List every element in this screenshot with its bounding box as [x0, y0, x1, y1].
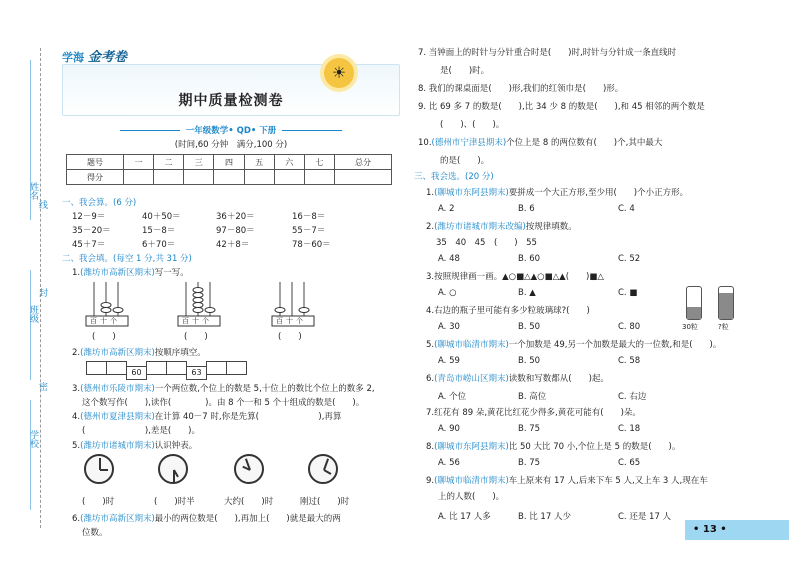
score-cell[interactable]: [184, 170, 214, 185]
choice-question-cont: 上的人数( )。: [438, 492, 505, 502]
choice-option[interactable]: A. ○: [438, 288, 457, 298]
clock-icon: [84, 454, 114, 484]
score-cell[interactable]: [154, 170, 184, 185]
calc-item: 35－20＝: [72, 226, 111, 236]
question-2-3-cont: 这个数写作( ),读作( )。由 8 个一和 5 个十组成的数是( )。: [82, 398, 365, 408]
calc-item: 36＋20＝: [216, 212, 255, 222]
score-cell[interactable]: [334, 170, 391, 185]
score-header: 一: [123, 155, 153, 170]
choice-option[interactable]: B. ▲: [518, 288, 536, 298]
score-header: 题号: [67, 155, 124, 170]
bottle-label: 30粒: [682, 323, 698, 331]
name-label: 姓名: [28, 182, 38, 200]
choice-option[interactable]: C. 80: [618, 322, 641, 332]
choice-option[interactable]: B. 50: [518, 322, 541, 332]
seq-box[interactable]: [226, 361, 247, 375]
section-2-title: 二、我会填。(每空 1 分,共 31 分): [62, 254, 192, 264]
question-2-1: 1.(潍坊市高新区期末)写一写。: [72, 268, 189, 278]
score-header: 五: [244, 155, 274, 170]
choice-option[interactable]: B. 比 17 人少: [518, 512, 571, 522]
bottle-label: ?粒: [718, 323, 729, 331]
question-2-4: 4.(德州市夏津县期末)在计算 40－7 时,你是先算( ),再算: [72, 412, 342, 422]
choice-option[interactable]: C. 58: [618, 356, 641, 366]
binding-margin: [0, 0, 47, 585]
section-1-title: 一、我会算。(6 分): [62, 198, 137, 208]
seq-box: 63: [186, 366, 207, 380]
choice-option[interactable]: A. 90: [438, 424, 460, 434]
question-2-5: 5.(潍坊市诸城市期末)认识钟表。: [72, 441, 198, 451]
seq-box[interactable]: [206, 361, 227, 375]
score-header: 总分: [334, 155, 391, 170]
clock-icon: [308, 454, 338, 484]
answer-blank[interactable]: ( ): [92, 332, 116, 342]
choice-option[interactable]: B. 6: [518, 204, 535, 214]
choice-option[interactable]: B. 高位: [518, 392, 547, 402]
choice-option[interactable]: B. 75: [518, 458, 541, 468]
question-2-6: 6.(潍坊市高新区期末)最小的两位数是( ),再加上( )就是最大的两: [72, 514, 341, 524]
score-cell[interactable]: [274, 170, 304, 185]
score-header: 六: [274, 155, 304, 170]
choice-option[interactable]: C. 还是 17 人: [618, 512, 672, 522]
choice-option[interactable]: A. 2: [438, 204, 455, 214]
abacus-figures: [84, 280, 384, 344]
score-row-label: 得分: [67, 170, 124, 185]
score-header: 三: [184, 155, 214, 170]
class-label: 班级: [28, 305, 38, 323]
answer-blank[interactable]: ( ): [184, 332, 208, 342]
question-2-3: 3.(德州市乐陵市期末)一个两位数,个位上的数是 5,十位上的数比个位上的数多 2,: [72, 384, 375, 394]
choice-option[interactable]: A. 48: [438, 254, 460, 264]
underline-class: [30, 270, 31, 380]
choice-option[interactable]: A. 个位: [438, 392, 467, 402]
bottle-icon: [686, 286, 702, 320]
choice-option[interactable]: C. 右边: [618, 392, 647, 402]
seq-box: 60: [126, 366, 147, 380]
choice-option[interactable]: C. 4: [618, 204, 635, 214]
question-2-7: 7. 当钟面上的时针与分针重合时是( )时,时针与分针成一条直线时: [418, 48, 677, 58]
choice-option[interactable]: A. 比 17 人多: [438, 512, 491, 522]
seq-box[interactable]: [146, 361, 167, 375]
clock-answer[interactable]: 刚过( )时: [300, 497, 350, 507]
clock-icon: [234, 454, 264, 484]
choice-option[interactable]: B. 60: [518, 254, 541, 264]
question-2-8: 8. 我们的课桌面是( )形,我们的红领巾是( )形。: [418, 84, 624, 94]
grade-label: 一年级数学• QD• 下册: [62, 124, 400, 136]
choice-question: 5.(聊城市临清市期末)一个加数是 49,另一个加数是最大的一位数,和是( )。: [426, 340, 722, 350]
score-header: 二: [154, 155, 184, 170]
choice-option[interactable]: B. 50: [518, 356, 541, 366]
question-2-7-cont: 是( )时。: [440, 66, 490, 76]
score-table: [66, 154, 392, 185]
clock-icon: [158, 454, 188, 484]
seq-box[interactable]: [106, 361, 127, 375]
choice-option[interactable]: C. 52: [618, 254, 641, 264]
seal-char-3: 线: [37, 200, 47, 209]
choice-question: 1.(聊城市东阿县期末)要拼成一个大正方形,至少用( )个小正方形。: [426, 188, 689, 198]
question-2-10-cont: 的是( )。: [440, 156, 490, 166]
calc-item: 40＋50＝: [142, 212, 181, 222]
seq-box[interactable]: [86, 361, 107, 375]
calc-item: 55－7＝: [292, 226, 326, 236]
score-header: 四: [214, 155, 244, 170]
underline-school: [30, 400, 31, 510]
question-2-9-cont: ( )、( )。: [440, 120, 505, 130]
answer-blank[interactable]: ( ): [278, 332, 302, 342]
question-2-4-cont: ( ),差是( )。: [82, 426, 200, 436]
page-number: • 13 •: [685, 520, 789, 540]
seal-char-1: 密: [37, 382, 47, 391]
score-cell[interactable]: [304, 170, 334, 185]
choice-option[interactable]: A. 56: [438, 458, 460, 468]
question-2-6-cont: 位数。: [82, 528, 108, 538]
choice-option[interactable]: C. 65: [618, 458, 641, 468]
calc-item: 16－8＝: [292, 212, 326, 222]
calc-item: 42＋8＝: [216, 240, 250, 250]
number-sequence: 35 40 45 ( ) 55: [436, 238, 537, 248]
choice-option[interactable]: A. 59: [438, 356, 460, 366]
seq-box[interactable]: [166, 361, 187, 375]
question-2-9: 9. 比 69 多 7 的数是( ),比 34 少 8 的数是( ),和 45 相邻的两个数是: [418, 102, 705, 112]
choice-option[interactable]: C. 18: [618, 424, 641, 434]
choice-question: 8.(聊城市东阿县期末)比 50 大比 70 小,个位上是 5 的数是( )。: [426, 442, 681, 452]
sun-mascot-icon: ☀: [324, 58, 354, 88]
choice-question: 2.(潍坊市诸城市期末改编)按规律填数。: [426, 222, 577, 232]
question-2-10: 10.(德州市宁津县期末)个位上是 8 的两位数有( )个,其中最大: [418, 138, 663, 148]
place-labels: 百十个: [182, 317, 212, 325]
place-labels: 百十个: [90, 317, 120, 325]
calc-item: 97－80＝: [216, 226, 255, 236]
choice-question: 6.(青岛市崂山区期末)读数和写数都从( )起。: [426, 374, 609, 384]
clock-answer[interactable]: 大约( )时: [224, 497, 274, 507]
school-label: 学校: [28, 430, 38, 448]
place-labels: 百十个: [276, 317, 306, 325]
page-title: 期中质量检测卷: [178, 93, 284, 109]
choice-question: 3.按照规律画一画。▲○■△▲○■△▲( )■△: [426, 272, 604, 282]
seal-char-2: 封: [37, 288, 47, 297]
clock-answer[interactable]: ( )时: [82, 497, 115, 507]
choice-option[interactable]: A. 30: [438, 322, 460, 332]
choice-option[interactable]: C. ■: [618, 288, 638, 298]
calc-item: 12－9＝: [72, 212, 106, 222]
calc-item: 6＋70＝: [142, 240, 176, 250]
bottle-icon: [718, 286, 734, 320]
choice-question: 4.右边的瓶子里可能有多少粒玻璃球?( ): [426, 306, 590, 316]
question-2-2: 2.(潍坊市高新区期末)按顺序填空。: [72, 348, 206, 358]
sequence-boxes: [86, 361, 246, 380]
time-score-info: (时间,60 分钟 满分,100 分): [174, 140, 288, 150]
choice-question: 7.红花有 89 朵,黄花比红花少得多,黄花可能有( )朵。: [426, 408, 641, 418]
score-cell[interactable]: [123, 170, 153, 185]
calc-item: 78－60＝: [292, 240, 331, 250]
choice-option[interactable]: B. 75: [518, 424, 541, 434]
score-cell[interactable]: [244, 170, 274, 185]
brand-logo: 学海 金考卷: [62, 50, 127, 65]
section-3-title: 三、我会选。(20 分): [414, 172, 494, 182]
calc-item: 15－8＝: [142, 226, 176, 236]
choice-question: 9.(聊城市临清市期末)车上原来有 17 人,后来下车 5 人,又上车 3 人,现在车: [426, 476, 708, 486]
score-header: 七: [304, 155, 334, 170]
score-cell[interactable]: [214, 170, 244, 185]
clock-answer[interactable]: ( )时半: [154, 497, 195, 507]
calc-item: 45＋7＝: [72, 240, 106, 250]
